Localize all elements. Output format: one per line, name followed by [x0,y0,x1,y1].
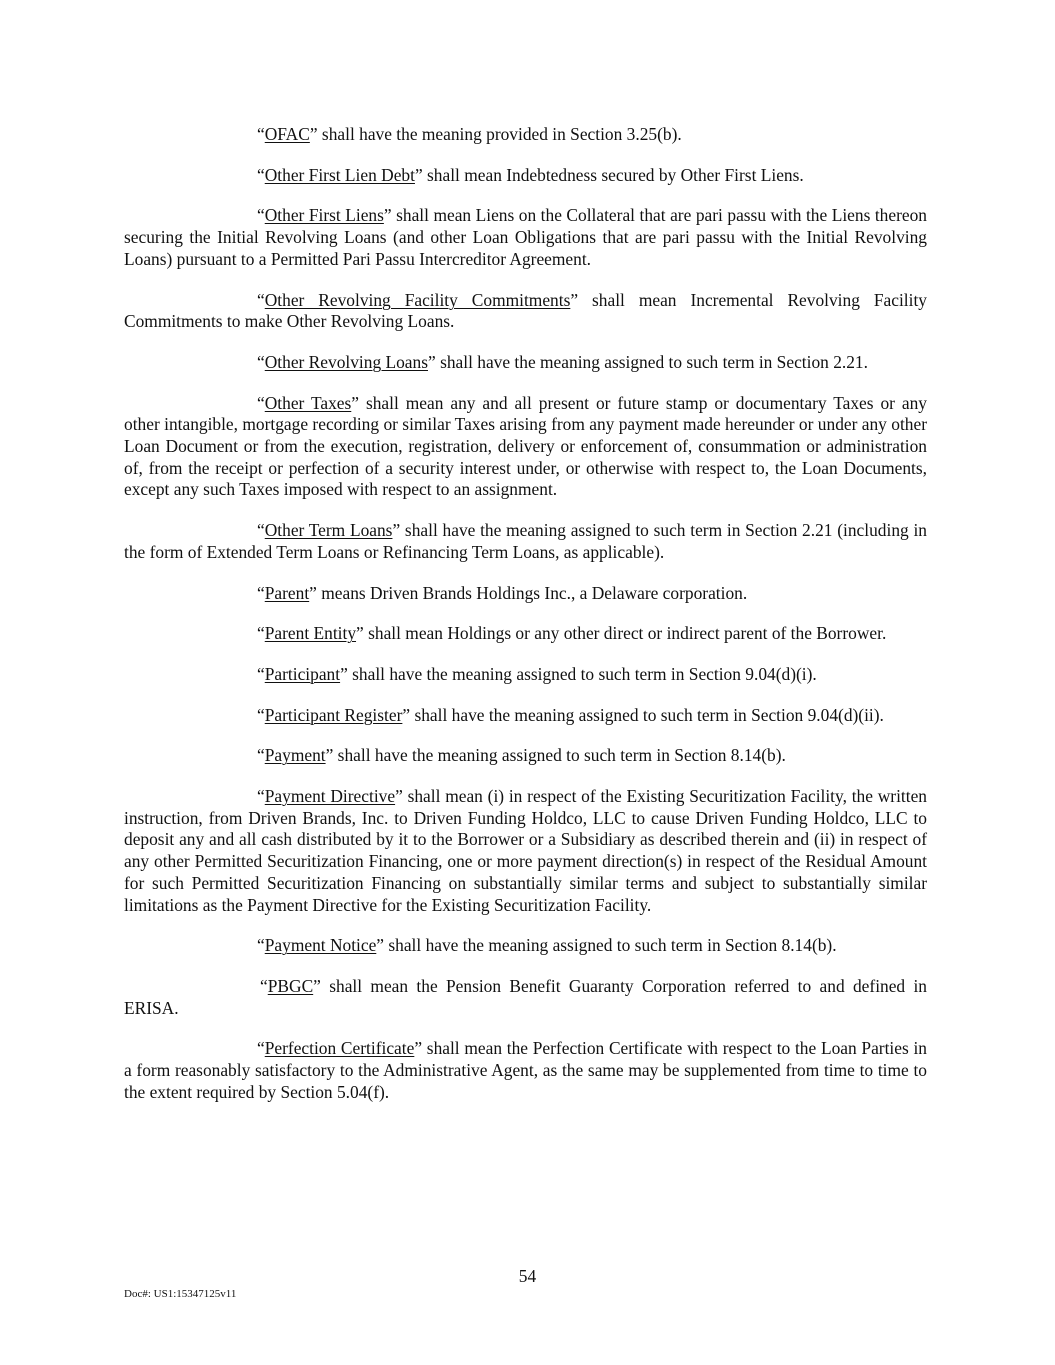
document-id: Doc#: US1:15347125v11 [124,1288,237,1300]
defined-term: Other Taxes [264,392,352,413]
definition-text: shall have the meaning assigned to such term in Section 8.14(b). [333,745,786,766]
defined-term: Other First Lien Debt [264,164,415,185]
definition-payment: “Payment” shall have the meaning assigned to such term in Section 8.14(b). [257,745,786,766]
defined-term: Perfection Certificate [264,1038,415,1059]
defined-term: OFAC [264,124,310,144]
defined-term: Other Revolving Facility Commitments [264,289,571,310]
definition-other-term-loans: “Other Term Loans” shall have the meaning assigned to such term in Section 2.21 (including in the form of Extended Term Loans or Refinancing Term Loans, as applicable). [124,520,927,562]
document-body [124,124,927,1123]
definition-participant-register: “Participant Register” shall have the meaning assigned to such term in Section 9.04(d)(ii). [257,704,884,725]
definition-text: means Driven Brands Holdings Inc., a Delaware corporation. [316,582,748,603]
definition-text: shall mean the Pension Benefit Guaranty Corporation referred to and defined in ERISA. [124,975,927,1018]
defined-term: Parent [264,582,310,603]
definition-ofac: “OFAC” shall have the meaning provided in Section 3.25(b). [257,124,682,144]
defined-term: Parent Entity [264,623,357,644]
definition-text: shall mean Holdings or any other direct or indirect parent of the Borrower. [363,623,887,644]
defined-term: Payment Notice [264,935,377,956]
page-number: 54 [518,1266,537,1286]
defined-term: Payment [264,745,326,766]
defined-term: Participant Register [264,704,403,725]
definition-payment-notice: “Payment Notice” shall have the meaning assigned to such term in Section 8.14(b). [257,935,837,956]
definition-other-first-lien-debt: “Other First Lien Debt” shall mean Indebtedness secured by Other First Liens. [257,164,804,185]
definition-text: shall have the meaning assigned to such term in Section 9.04(d)(ii). [410,704,884,725]
definition-participant: “Participant” shall have the meaning assigned to such term in Section 9.04(d)(i). [257,663,817,684]
defined-term: Payment Directive [264,786,396,807]
definition-parent: “Parent” means Driven Brands Holdings Inc., a Delaware corporation. [257,582,748,603]
definition-text: shall have the meaning provided in Section 3.25(b). [317,124,682,144]
definition-perfection-certificate: “Perfection Certificate” shall mean the Perfection Certificate with respect to the Loan Parties in a form reasonably satisfactory to the Administrative Agent, as the same may be supplemented from time to time to the extent required by Section 5.04(f). [124,1038,928,1102]
definition-text: shall have the meaning assigned to such term in Section 2.21 (including in the form of Extended Term Loans or Refinancing Term Loans, as applicable). [124,520,927,562]
defined-term: Other Revolving Loans [264,351,428,372]
definition-pbgc: “PBGC” shall mean the Pension Benefit Guaranty Corporation referred to and defined in ERISA. [124,975,927,1018]
definition-other-revolving-facility-commitments: “Other Revolving Facility Commitments” shall mean Incremental Revolving Facility Commitments to make Other Revolving Loans. [124,289,927,332]
definition-text: shall mean Incremental Revolving Facility Commitments to make Other Revolving Loans. [124,289,927,332]
definition-text: shall mean (i) in respect of the Existing Securitization Facility, the written instruction, from Driven Brands, Inc. to Driven Funding Holdco, LLC to cause Driven Funding Holdco, LLC to deposit any and all cash distributed by it to the Borrower or a Subsidiary as described therein and (ii) in respect of any other Permitted Securitization Financing, one or more payment direction(s) in respect of the Residual Amount for such Permitted Securitization Financing on substantially similar terms and subject to substantially similar limitations as the Payment Directive for the Existing Securitization Facility. [124,786,927,915]
defined-term: Other Term Loans [264,520,393,541]
definition-other-taxes: “Other Taxes” shall mean any and all present or future stamp or documentary Taxes or any other intangible, mortgage recording or similar Taxes arising from any payment made hereunder or under any other Loan Document or from the execution, registration, delivery or enforcement of, consummation or administration of, from the receipt or perfection of a security interest under, or otherwise with respect to, the Loan Documents, except any such Taxes imposed with respect to an assignment. [124,392,927,500]
definition-text: shall mean Indebtedness secured by Other First Liens. [422,164,804,185]
definition-text: shall have the meaning assigned to such term in Section 9.04(d)(i). [347,663,817,684]
definition-text: shall have the meaning assigned to such term in Section 8.14(b). [384,935,837,956]
defined-term: Participant [264,663,341,684]
definition-other-revolving-loans: “Other Revolving Loans” shall have the meaning assigned to such term in Section 2.21. [257,351,868,372]
definition-text: shall mean Liens on the Collateral that are pari passu with the Liens thereon securing the Initial Revolving Loans (and other Loan Obligations that are pari passu with the Initial Revolving Loans) pursuant to a Permitted Pari Passu Intercreditor Agreement. [124,205,927,269]
defined-term: PBGC [267,975,314,996]
definition-text: shall mean the Perfection Certificate with respect to the Loan Parties in a form reasonably satisfactory to the Administrative Agent, as the same may be supplemented from time to time to the extent required by Section 5.04(f). [124,1038,928,1102]
defined-term: Other First Liens [264,205,384,226]
definition-text: shall have the meaning assigned to such term in Section 2.21. [435,351,868,372]
definition-text: shall mean any and all present or future stamp or documentary Taxes or any other intangible, mortgage recording or similar Taxes arising from any payment made hereunder or under any other Loan Document or from the execution, registration, delivery or enforcement of, consummation or administration of, from the receipt or perfection of a security interest under, or otherwise with respect to, the Loan Documents, except any such Taxes imposed with respect to an assignment. [124,392,927,500]
definition-other-first-liens: “Other First Liens” shall mean Liens on the Collateral that are pari passu with the Liens thereon securing the Initial Revolving Loans (and other Loan Obligations that are pari passu with the Initial Revolving Loans) pursuant to a Permitted Pari Passu Intercreditor Agreement. [124,205,927,269]
definition-parent-entity: “Parent Entity” shall mean Holdings or any other direct or indirect parent of the Borrower. [257,623,887,644]
definition-payment-directive: “Payment Directive” shall mean (i) in respect of the Existing Securitization Facility, the written instruction, from Driven Brands, Inc. to Driven Funding Holdco, LLC to cause Driven Funding Holdco, LLC to deposit any and all cash distributed by it to the Borrower or a Subsidiary as described therein and (ii) in respect of any other Permitted Securitization Financing, one or more payment direction(s) in respect of the Residual Amount for such Permitted Securitization Financing on substantially similar terms and subject to substantially similar limitations as the Payment Directive for the Existing Securitization Facility. [124,786,927,915]
